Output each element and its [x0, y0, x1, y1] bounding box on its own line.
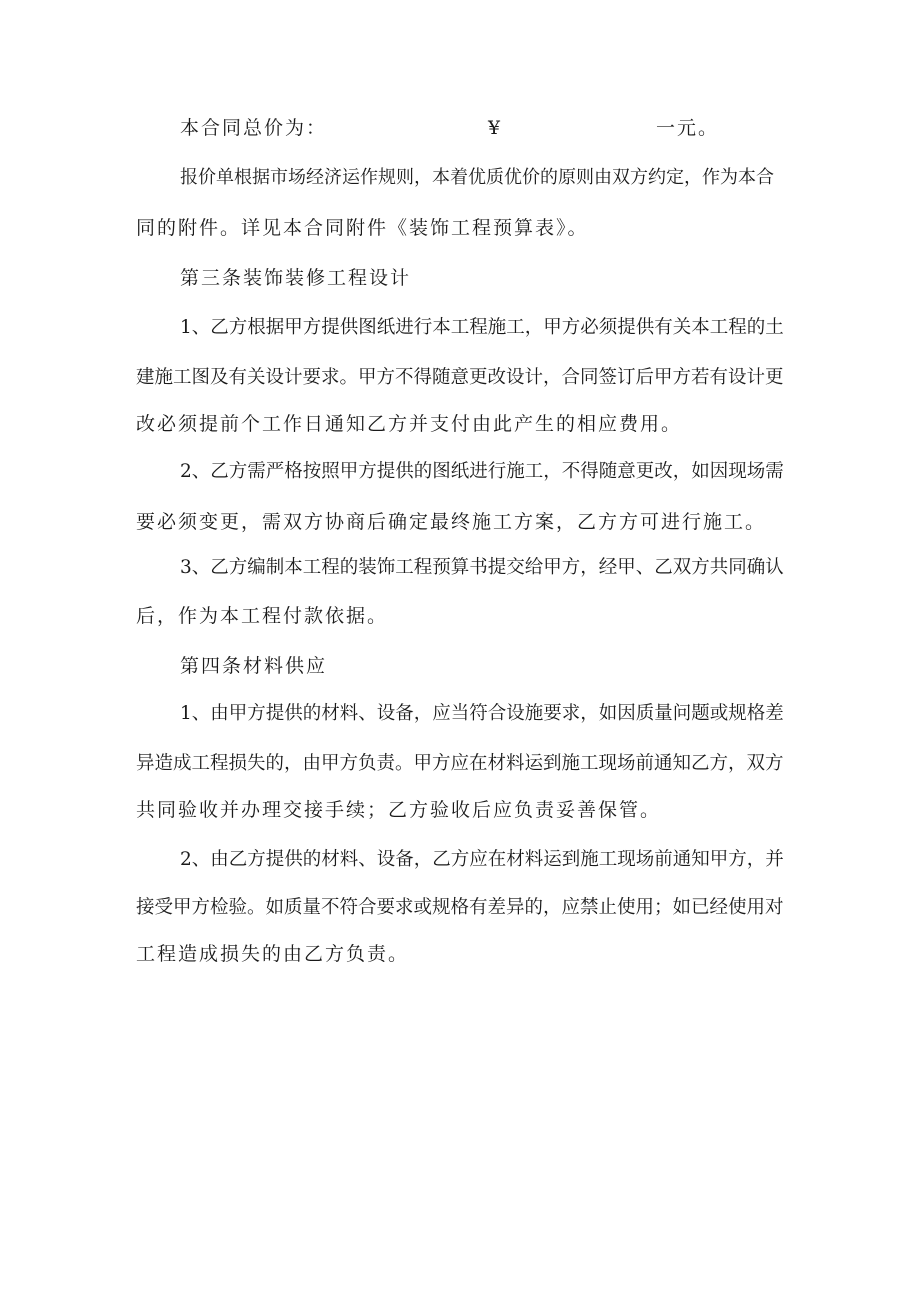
paragraph-line: 接受甲方检验。如质量不符合要求或规格有差异的，应禁止使用；如已经使用对 — [136, 897, 784, 918]
paragraph-line: 3、乙方编制本工程的装饰工程预算书提交给甲方，经甲、乙双方共同确认 — [180, 557, 784, 578]
paragraph-line: 1、乙方根据甲方提供图纸进行本工程施工，甲方必须提供有关本工程的土 — [180, 317, 784, 338]
paragraph-line: 2、乙方需严格按照甲方提供的图纸进行施工，不得随意更改，如因现场需 — [180, 461, 784, 482]
section-heading: 第四条材料供应 — [180, 655, 328, 677]
paragraph-line: 1、由甲方提供的材料、设备，应当符合设施要求，如因质量问题或规格差 — [180, 703, 784, 724]
price-unit: 一元。 — [656, 117, 720, 139]
section-heading: 第三条装饰装修工程设计 — [180, 267, 412, 289]
paragraph-line: 工程造成损失的由乙方负责。 — [136, 943, 410, 965]
paragraph-line: 改必须提前个工作日通知乙方并支付由此产生的相应费用。 — [136, 413, 683, 435]
paragraph-line: 要必须变更，需双方协商后确定最终施工方案，乙方方可进行施工。 — [136, 511, 767, 533]
paragraph-line: 异造成工程损失的，由甲方负责。甲方应在材料运到施工现场前通知乙方，双方 — [136, 753, 784, 774]
paragraph-line: 2、由乙方提供的材料、设备，乙方应在材料运到施工现场前通知甲方，并 — [180, 849, 784, 870]
paragraph-line: 建施工图及有关设计要求。甲方不得随意更改设计，合同签订后甲方若有设计更 — [136, 367, 784, 388]
total-price-label: 本合同总价为： — [180, 117, 328, 139]
paragraph-line: 报价单根据市场经济运作规则，本着优质优价的原则由双方约定，作为本合 — [180, 167, 774, 188]
currency-symbol: ¥ — [488, 117, 503, 139]
paragraph-line: 后，作为本工程付款依据。 — [136, 605, 389, 627]
paragraph-line: 共同验收并办理交接手续；乙方验收后应负责妥善保管。 — [136, 799, 662, 821]
paragraph-line: 同的附件。详见本合同附件《装饰工程预算表》。 — [136, 217, 589, 239]
